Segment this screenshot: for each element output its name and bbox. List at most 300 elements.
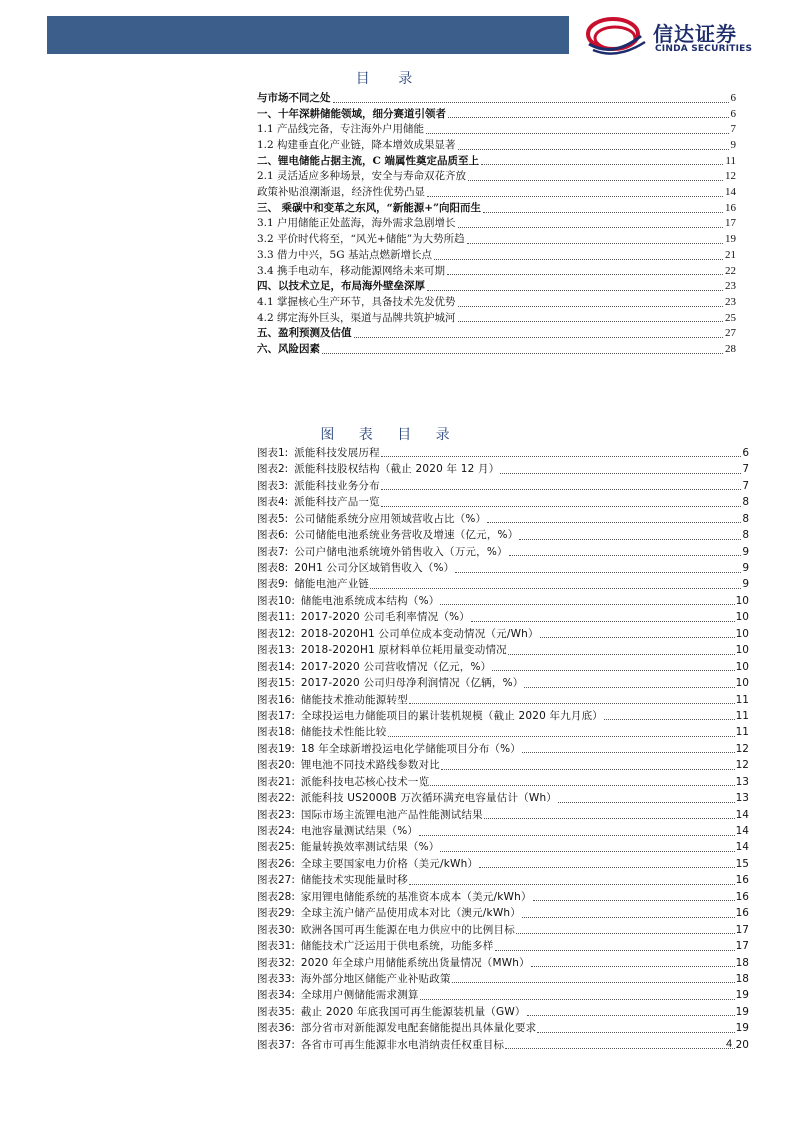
dot-leader (558, 802, 735, 803)
toc-entry-title: 3.3 借力中兴，5G 基站点燃新增长点 (257, 248, 432, 261)
figure-entry-label: 图表 (257, 644, 278, 657)
toc-entry[interactable] (257, 248, 736, 264)
figure-entry-title: 电池容量测试结果（%） (300, 825, 419, 838)
figure-entry-label: 图表 (257, 1038, 278, 1051)
figure-entry-title: 欧洲各国可再生能源在电力供应中的比例目标 (300, 923, 515, 936)
figure-entry[interactable] (257, 987, 749, 1003)
figure-entry-title: 全球用户侧储能需求测算 (300, 989, 419, 1002)
figure-entry-title: 海外部分地区储能产业补贴政策 (300, 972, 451, 985)
figure-entry-title: 派能科技电芯核心技术一览 (300, 775, 430, 788)
dot-leader (441, 769, 735, 770)
figure-entry-number: 5: (278, 512, 289, 525)
toc-entry-title: 与市场不同之处 (257, 91, 331, 104)
dot-leader (519, 539, 741, 540)
figure-entry-label: 图表 (257, 907, 278, 920)
figure-entry-page: 8 (742, 496, 749, 509)
figure-entry-number: 33: (278, 972, 295, 985)
figure-entry[interactable] (257, 544, 749, 560)
dot-leader (430, 785, 734, 786)
figure-entry-page: 14 (735, 808, 749, 821)
figure-entry-number: 25: (278, 841, 295, 854)
dot-leader (440, 851, 734, 852)
figure-entry-label: 图表 (257, 825, 278, 838)
figure-entry-title: 18 年全球新增投运电化学储能项目分布（%） (300, 742, 521, 755)
figure-entry-label: 图表 (257, 677, 278, 690)
figure-entry-number: 12: (278, 627, 295, 640)
figure-entry-title: 能量转换效率测试结果（%） (300, 841, 440, 854)
figure-entry-title: 2017-2020 公司归母净利润情况（亿辆，%） (300, 677, 524, 690)
figure-entry[interactable] (257, 938, 749, 954)
figure-entry-number: 13: (278, 644, 295, 657)
cinda-logo (583, 14, 783, 58)
figure-entry[interactable] (257, 971, 749, 987)
figure-entry-page: 11 (735, 693, 749, 706)
figure-entry-page: 9 (742, 578, 749, 591)
figure-entry-label: 图表 (257, 874, 278, 887)
dot-leader (409, 884, 735, 885)
dot-leader (522, 752, 735, 753)
figure-entry-number: 8: (278, 562, 289, 575)
figure-entry-page: 19 (735, 1005, 749, 1018)
dot-leader (500, 473, 741, 474)
dot-leader (458, 321, 723, 322)
dot-leader (381, 489, 741, 490)
figure-entry-page: 14 (735, 841, 749, 854)
toc-entry[interactable] (257, 342, 736, 358)
figure-entry-page: 11 (735, 709, 749, 722)
figure-entry-label: 图表 (257, 545, 278, 558)
toc-entry-page: 6 (730, 91, 736, 104)
figure-entry-title: 截止 2020 年底我国可再生能源装机量（GW） (300, 1005, 526, 1018)
dot-leader (381, 456, 741, 457)
toc-entry[interactable] (257, 279, 736, 295)
figure-entry-number: 15: (278, 677, 295, 690)
figure-entry-label: 图表 (257, 956, 278, 969)
figure-entry-title: 储能技术广泛运用于供电系统，功能多样 (300, 940, 494, 953)
figure-entry-title: 储能电池产业链 (294, 578, 370, 591)
figure-entry-number: 3: (278, 479, 289, 492)
figure-entry-title: 派能科技发展历程 (294, 446, 380, 459)
figure-entry-label: 图表 (257, 594, 278, 607)
figure-entry-title: 各省市可再生能源非水电消纳责任权重目标 (300, 1038, 505, 1051)
figure-entry-label: 图表 (257, 742, 278, 755)
dot-leader (479, 867, 734, 868)
figure-entry-page: 8 (742, 512, 749, 525)
figure-entry-number: 19: (278, 742, 295, 755)
figure-entry-number: 22: (278, 792, 295, 805)
figure-entry[interactable] (257, 807, 749, 823)
toc-entry-page: 28 (725, 342, 736, 355)
dot-leader (524, 687, 734, 688)
toc-entry-title: 1.2 构建垂直化产业链，降本增效成果显著 (257, 139, 456, 152)
figure-entry-number: 6: (278, 529, 289, 542)
figure-entry[interactable] (257, 790, 749, 806)
figure-entry-page: 10 (735, 660, 749, 673)
figure-entry-label: 图表 (257, 463, 278, 476)
figure-entry-title: 2018-2020H1 原材料单位耗用量变动情况 (300, 644, 507, 657)
dot-leader (468, 180, 723, 181)
figure-entry-number: 37: (278, 1038, 295, 1051)
figure-entry-title: 储能技术实现能量时移 (300, 874, 408, 887)
figure-entry[interactable] (257, 889, 749, 905)
dot-leader (458, 306, 723, 307)
dot-leader (527, 1015, 735, 1016)
dot-leader (388, 736, 735, 737)
figure-entry-number: 2: (278, 463, 289, 476)
figure-entry-title: 派能科技产品一览 (294, 496, 380, 509)
page-number: 4 (726, 1038, 733, 1050)
toc-entry-title: 六、风险因素 (257, 342, 320, 355)
figure-entry[interactable] (257, 708, 749, 724)
figure-entry-number: 27: (278, 874, 295, 887)
figure-entry-page: 10 (735, 611, 749, 624)
figure-entry-label: 图表 (257, 759, 278, 772)
toc-entry[interactable] (257, 154, 736, 170)
figure-entry-page: 19 (735, 989, 749, 1002)
figure-entry[interactable] (257, 757, 749, 773)
figure-entry-label: 图表 (257, 726, 278, 739)
figure-entry-label: 图表 (257, 1022, 278, 1035)
toc-entry-page: 12 (725, 170, 736, 183)
toc-entry-title: 4.1 掌握核心生产环节，具备技术先发优势 (257, 295, 456, 308)
figure-entry-number: 36: (278, 1022, 295, 1035)
figure-entry[interactable] (257, 445, 749, 461)
figure-entry-label: 图表 (257, 446, 278, 459)
figure-entry-page: 8 (742, 529, 749, 542)
figure-entry-title: 2017-2020 公司毛利率情况（%） (300, 611, 470, 624)
toc-entry-page: 27 (725, 327, 736, 340)
toc-entry[interactable] (257, 169, 736, 185)
dot-leader (540, 637, 735, 638)
figure-entry-number: 16: (278, 693, 295, 706)
figure-entry[interactable] (257, 872, 749, 888)
toc-entry-title: 2.1 灵活适应多种场景，安全与寿命双花齐放 (257, 170, 467, 183)
figure-entry-page: 19 (735, 1022, 749, 1035)
figure-entry-title: 公司储能电池系统业务营收及增速（亿元，%） (294, 529, 519, 542)
dot-leader (471, 621, 735, 622)
dot-leader (481, 164, 723, 165)
dot-leader (531, 966, 735, 967)
toc-entry-title: 政策补贴浪潮渐退，经济性优势凸显 (257, 186, 425, 199)
toc-entry-title: 3.1 户用储能正处蓝海，海外需求急剧增长 (257, 217, 456, 230)
figure-entry-page: 13 (735, 792, 749, 805)
dot-leader (505, 1048, 734, 1049)
figure-entry[interactable] (257, 675, 749, 691)
figure-entry-title: 2020 年全球户用储能系统出货量情况（MWh） (300, 956, 530, 969)
figure-entry-label: 图表 (257, 562, 278, 575)
figure-entry-title: 锂电池不同技术路线参数对比 (300, 759, 441, 772)
figure-entry[interactable] (257, 692, 749, 708)
figure-entry[interactable] (257, 955, 749, 971)
dot-leader (467, 243, 723, 244)
toc-entry[interactable] (257, 232, 736, 248)
toc-title: 目 录 (355, 71, 425, 87)
dot-leader (509, 555, 742, 556)
figure-entry-label: 图表 (257, 792, 278, 805)
toc-entry-title: 二、锂电储能占据主流，C 端属性奠定品质至上 (257, 154, 480, 167)
figures-list (257, 445, 749, 1053)
figure-entry-number: 18: (278, 726, 295, 739)
dot-leader (604, 719, 735, 720)
figure-entry[interactable] (257, 840, 749, 856)
figure-entry[interactable] (257, 642, 749, 658)
figure-entry-title: 派能科技业务分布 (294, 479, 380, 492)
toc-entry-page: 11 (725, 154, 736, 167)
figure-entry-page: 18 (735, 956, 749, 969)
figure-entry-page: 9 (742, 545, 749, 558)
toc-entry-title: 3.4 携手电动车，移动能源网络未来可期 (257, 264, 446, 277)
dot-leader (381, 506, 741, 507)
figure-entry-title: 2017-2020 公司营收情况（亿元，%） (300, 660, 492, 673)
figure-entry-label: 图表 (257, 512, 278, 525)
dot-leader (492, 670, 734, 671)
figure-entry[interactable] (257, 494, 749, 510)
figure-entry-page: 10 (735, 644, 749, 657)
dot-leader (483, 212, 723, 213)
figure-entry-number: 7: (278, 545, 289, 558)
dot-leader (426, 133, 728, 134)
toc-entry[interactable] (257, 185, 736, 201)
figure-entry-page: 7 (742, 463, 749, 476)
dot-leader (420, 999, 735, 1000)
figure-entry-label: 图表 (257, 529, 278, 542)
figure-entry-page: 12 (735, 759, 749, 772)
dot-leader (537, 1032, 734, 1033)
figure-entry-page: 10 (735, 627, 749, 640)
figure-entry-title: 全球投运电力储能项目的累计装机规模（截止 2020 年九月底） (300, 709, 604, 722)
toc-entry[interactable] (257, 264, 736, 280)
figure-entry-label: 图表 (257, 496, 278, 509)
figure-entry-label: 图表 (257, 479, 278, 492)
dot-leader (440, 604, 734, 605)
figure-entry[interactable] (257, 724, 749, 740)
figure-entry-label: 图表 (257, 972, 278, 985)
figure-entry[interactable] (257, 823, 749, 839)
figure-entry[interactable] (257, 626, 749, 642)
toc-entry-title: 五、盈利预测及估值 (257, 327, 352, 340)
figure-entry[interactable] (257, 1020, 749, 1036)
figure-entry-title: 派能科技股权结构（截止 2020 年 12 月） (294, 463, 500, 476)
figure-entry-page: 7 (742, 479, 749, 492)
figure-entry-number: 26: (278, 857, 295, 870)
figure-entry[interactable] (257, 856, 749, 872)
logo-chinese-name: 信达证券 (653, 22, 737, 46)
dot-leader (522, 917, 735, 918)
figure-entry-title: 储能技术性能比较 (300, 726, 387, 739)
figure-entry[interactable] (257, 609, 749, 625)
dot-leader (458, 227, 723, 228)
dot-leader (427, 290, 723, 291)
dot-leader (322, 353, 723, 354)
figure-entry-label: 图表 (257, 890, 278, 903)
figure-entry[interactable] (257, 560, 749, 576)
toc-entry[interactable] (257, 91, 736, 107)
toc-entry-page: 21 (725, 248, 736, 261)
figure-entry-label: 图表 (257, 660, 278, 673)
dot-leader (354, 337, 724, 338)
dot-leader (508, 654, 735, 655)
dot-leader (458, 149, 729, 150)
figure-entry-page: 11 (735, 726, 749, 739)
figure-entry-title: 派能科技 US2000B 万次循环满充电容量估计（Wh） (300, 792, 557, 805)
figure-entry[interactable] (257, 922, 749, 938)
figure-entry-label: 图表 (257, 1005, 278, 1018)
figure-entry-title: 全球主要国家电力价格（美元/kWh） (300, 857, 479, 870)
toc-entry[interactable] (257, 295, 736, 311)
figure-entry-page: 9 (742, 562, 749, 575)
toc-entry-page: 16 (725, 201, 736, 214)
figure-entry-number: 17: (278, 709, 295, 722)
figure-entry-label: 图表 (257, 627, 278, 640)
figure-entry[interactable] (257, 741, 749, 757)
toc-entry[interactable] (257, 138, 736, 154)
figure-entry-page: 17 (735, 923, 749, 936)
cinda-logo-mark-icon (583, 14, 649, 58)
figure-entry-number: 11: (278, 611, 295, 624)
figure-entry-number: 34: (278, 989, 295, 1002)
figure-entry-title: 国际市场主流锂电池产品性能测试结果 (300, 808, 483, 821)
figure-entry[interactable] (257, 577, 749, 593)
toc-entry-title: 一、十年深耕储能领域，细分赛道引领者 (257, 107, 446, 120)
figure-entry-label: 图表 (257, 808, 278, 821)
figure-entry-page: 16 (735, 907, 749, 920)
figure-entry-label: 图表 (257, 709, 278, 722)
toc-entry-title: 3.2 平价时代将至，“风光+储能”为大势所趋 (257, 233, 465, 246)
figure-entry-number: 9: (278, 578, 289, 591)
toc-entry-title: 1.1 产品线完备，专注海外户用储能 (257, 123, 425, 136)
figure-entry-page: 16 (735, 890, 749, 903)
toc-entry-title: 四、以技术立足，布局海外壁垒深厚 (257, 280, 425, 293)
dot-leader (455, 572, 741, 573)
toc-entry-page: 17 (725, 217, 736, 230)
figure-entry-number: 20: (278, 759, 295, 772)
dot-leader (370, 588, 741, 589)
figure-entry-page: 15 (735, 857, 749, 870)
figure-entry-page: 10 (735, 677, 749, 690)
toc-entry-page: 19 (725, 233, 736, 246)
figure-entry-label: 图表 (257, 775, 278, 788)
figure-entry-title: 家用锂电储能系统的基准资本成本（美元/kWh） (300, 890, 532, 903)
figure-entry-page: 12 (735, 742, 749, 755)
figures-title: 图 表 目 录 (320, 427, 460, 443)
figure-entry-number: 29: (278, 907, 295, 920)
figure-entry-title: 全球主流户储产品使用成本对比（澳元/kWh） (300, 907, 521, 920)
figure-entry-label: 图表 (257, 989, 278, 1002)
toc-entry[interactable] (257, 107, 736, 123)
figure-entry[interactable] (257, 478, 749, 494)
figure-entry-number: 14: (278, 660, 295, 673)
logo-english-name: CINDA SECURITIES (655, 44, 753, 54)
figure-entry-number: 10: (278, 594, 295, 607)
toc-entry[interactable] (257, 122, 736, 138)
toc-entry-page: 14 (725, 186, 736, 199)
toc-entry-title: 三、 乘碳中和变革之东风，“新能源+”向阳而生 (257, 201, 482, 214)
dot-leader (487, 522, 741, 523)
toc-entry-page: 22 (725, 264, 736, 277)
toc-entry[interactable] (257, 311, 736, 327)
figure-entry[interactable] (257, 527, 749, 543)
toc-entry[interactable] (257, 217, 736, 233)
dot-leader (419, 835, 735, 836)
figure-entry-number: 23: (278, 808, 295, 821)
dot-leader (484, 818, 735, 819)
figure-entry[interactable] (257, 905, 749, 921)
figure-entry-number: 31: (278, 940, 295, 953)
toc-entry[interactable] (257, 326, 736, 342)
figure-entry-title: 20H1 公司分区域销售收入（%） (294, 562, 455, 575)
figure-entry[interactable] (257, 1004, 749, 1020)
figure-entry-title: 储能技术推动能源转型 (300, 693, 408, 706)
figure-entry-label: 图表 (257, 578, 278, 591)
figure-entry-title: 部分省市对新能源发电配套储能提出具体量化要求 (300, 1022, 537, 1035)
figure-entry-label: 图表 (257, 693, 278, 706)
figure-entry[interactable] (257, 593, 749, 609)
figure-entry-number: 30: (278, 923, 295, 936)
figure-entry-label: 图表 (257, 923, 278, 936)
figure-entry-number: 32: (278, 956, 295, 969)
figure-entry-label: 图表 (257, 857, 278, 870)
figure-entry[interactable] (257, 659, 749, 675)
figure-entry-page: 6 (742, 446, 749, 459)
figure-entry-number: 4: (278, 496, 289, 509)
figure-entry-title: 储能电池系统成本结构（%） (300, 594, 440, 607)
figure-entry-title: 公司储能系统分应用领域营收占比（%） (294, 512, 487, 525)
figure-entry-page: 18 (735, 972, 749, 985)
toc-entry-page: 23 (725, 280, 736, 293)
dot-leader (448, 117, 729, 118)
dot-leader (447, 274, 723, 275)
dot-leader (516, 933, 735, 934)
figure-entry-number: 21: (278, 775, 295, 788)
toc-entry[interactable] (257, 201, 736, 217)
dot-leader (427, 196, 723, 197)
dot-leader (434, 259, 723, 260)
figure-entry[interactable] (257, 1037, 749, 1053)
figure-entry-page: 10 (735, 594, 749, 607)
figure-entry-page: 13 (735, 775, 749, 788)
figure-entry-number: 35: (278, 1005, 295, 1018)
figure-entry-page: 14 (735, 825, 749, 838)
figure-entry-page: 20 (735, 1038, 749, 1051)
figure-entry-title: 公司户储电池系统境外销售收入（万元，%） (294, 545, 508, 558)
toc-entry-page: 6 (730, 107, 736, 120)
header-band (47, 16, 569, 54)
dot-leader (533, 900, 735, 901)
toc-entry-page: 9 (730, 139, 736, 152)
figure-entry-label: 图表 (257, 611, 278, 624)
figure-entry-number: 1: (278, 446, 289, 459)
figure-entry[interactable] (257, 774, 749, 790)
figure-entry[interactable] (257, 511, 749, 527)
toc-entry-page: 25 (725, 311, 736, 324)
figure-entry-page: 17 (735, 940, 749, 953)
dot-leader (452, 982, 735, 983)
toc-entry-page: 7 (730, 123, 736, 136)
figure-entry-number: 24: (278, 825, 295, 838)
toc-list (257, 91, 736, 358)
dot-leader (409, 703, 735, 704)
figure-entry-label: 图表 (257, 940, 278, 953)
figure-entry-page: 16 (735, 874, 749, 887)
figure-entry-number: 28: (278, 890, 295, 903)
dot-leader (495, 950, 735, 951)
figure-entry-label: 图表 (257, 841, 278, 854)
toc-entry-page: 23 (725, 295, 736, 308)
figure-entry[interactable] (257, 461, 749, 477)
toc-entry-title: 4.2 绑定海外巨头，渠道与品牌共筑护城河 (257, 311, 456, 324)
dot-leader (333, 102, 729, 103)
figure-entry-title: 2018-2020H1 公司单位成本变动情况（元/Wh） (300, 627, 539, 640)
